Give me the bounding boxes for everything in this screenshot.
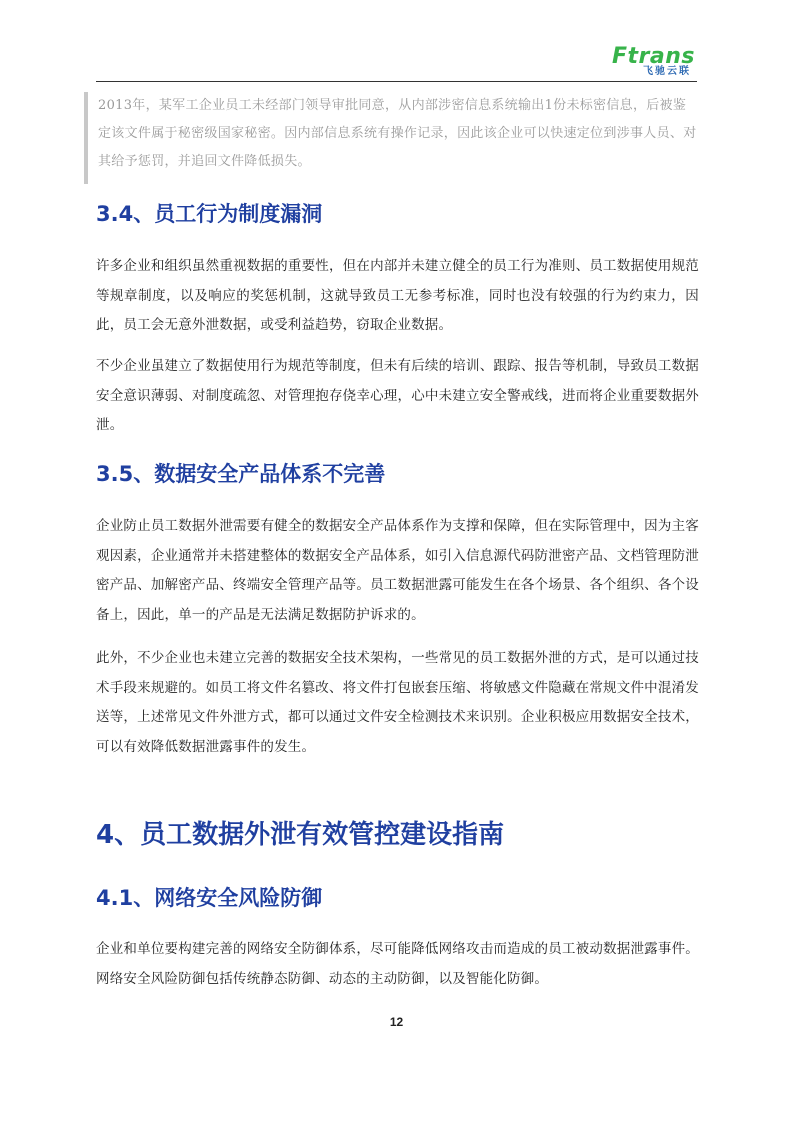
header-divider — [96, 81, 697, 82]
section-4-1-paragraph-1: 企业和单位要构建完善的网络安全防御体系，尽可能降低网络攻击而造成的员工被动数据泄露事件。网络安全风险防御包括传统静态防御、动态的主动防御，以及智能化防御。 — [96, 941, 699, 987]
logo-wordmark: Ftrans — [612, 44, 695, 69]
case-quote-block — [84, 92, 704, 184]
case-quote-text: 2013年，某军工企业员工未经部门领导审批同意，从内部涉密信息系统输出1份未标密信息，后被鉴定该文件属于秘密级国家秘密。因内部信息系统有操作记录，因此该企业可以快速定位到涉事人员、对其给予惩罚，并追回文件降低损失。 — [98, 98, 697, 169]
section-3-5-heading: 3.5、数据安全产品体系不完善 — [96, 462, 386, 486]
section-3-5-paragraph-2: 此外，不少企业也未建立完善的数据安全技术架构，一些常见的员工数据外泄的方式，是可以通过技术手段来规避的。如员工将文件名篡改、将文件打包嵌套压缩、将敏感文件隐藏在常规文件中混淆发送等，上述常见文件外泄方式，都可以通过文件安全检测技术来识别。企业积极应用数据安全技术，可以有效降低数据泄露事件的发生。 — [96, 650, 699, 755]
logo-subtitle: 飞驰云联 — [643, 66, 691, 77]
company-logo — [585, 46, 695, 78]
page-number: 12 — [389, 1015, 404, 1029]
section-3-4-heading: 3.4、员工行为制度漏洞 — [96, 202, 323, 226]
section-3-4-paragraph-2: 不少企业虽建立了数据使用行为规范等制度，但未有后续的培训、跟踪、报告等机制，导致员工数据安全意识薄弱、对制度疏忽、对管理抱存侥幸心理，心中未建立安全警戒线，进而将企业重要数据外泄。 — [96, 358, 699, 433]
section-3-5-paragraph-1: 企业防止员工数据外泄需要有健全的数据安全产品体系作为支撑和保障，但在实际管理中，因为主客观因素，企业通常并未搭建整体的数据安全产品体系，如引入信息源代码防泄密产品、文档管理防泄密产品、加解密产品、终端安全管理产品等。员工数据泄露可能发生在各个场景、各个组织、各个设备上，因此，单一的产品是无法满足数据防护诉求的。 — [96, 518, 699, 623]
section-3-4-paragraph-1: 许多企业和组织虽然重视数据的重要性，但在内部并未建立健全的员工行为准则、员工数据使用规范等规章制度，以及响应的奖惩机制，这就导致员工无参考标准，同时也没有较强的行为约束力，因此，员工会无意外泄数据，或受利益趋势，窃取企业数据。 — [96, 258, 699, 333]
chapter-4-heading: 4、员工数据外泄有效管控建设指南 — [96, 820, 505, 850]
section-4-1-heading: 4.1、网络安全风险防御 — [96, 886, 323, 910]
